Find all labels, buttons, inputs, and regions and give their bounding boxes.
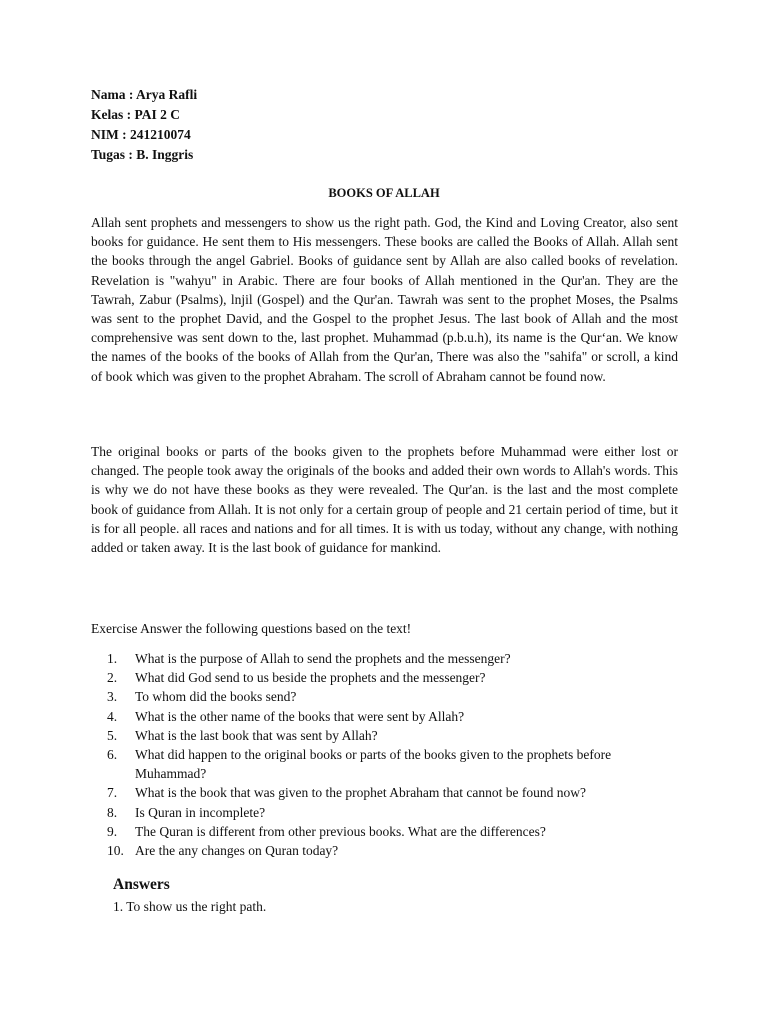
question-number: 10. [107, 843, 124, 859]
list-item [107, 841, 667, 860]
paragraph-2: The original books or parts of the books given to the prophets before Muhammad were either lost or changed. The people took away the originals of the books and added their own words to Allah's words. This is why we do not have these books as they were revealed. The Qur'an. is the last and the most complete book of guidance from Allah. It is not only for a certain group of people and 21 certain period of time, but it is for all people. all races and nations and for all times. It is with us today, without any change, with nothing added or taken away. It is the last book of guidance for mankind. [91, 444, 678, 556]
list-item [107, 707, 667, 726]
list-item [107, 822, 667, 841]
question-number: 7. [107, 785, 118, 801]
assignment-subject: Tugas : B. Inggris [91, 147, 194, 162]
question-text: What is the purpose of Allah to send the prophets and the messenger? [135, 651, 511, 666]
question-text: What did happen to the original books or parts of the books given to the prophets before Muhammad? [135, 747, 612, 782]
question-number: 6. [107, 747, 118, 763]
question-text: What is the last book that was sent by Allah? [135, 727, 378, 743]
student-nim: NIM : 241210074 [91, 127, 191, 142]
question-text: What is the other name of the books that were sent by Allah? [135, 708, 465, 724]
question-text: Are the any changes on Quran today? [135, 843, 339, 859]
document-title: BOOKS OF ALLAH [328, 186, 440, 200]
question-number: 5. [107, 727, 118, 743]
question-text: Is Quran in incomplete? [135, 804, 266, 820]
answer-1: 1. To show us the right path. [113, 899, 267, 914]
list-item [107, 649, 667, 668]
question-number: 1. [107, 651, 118, 666]
exercise-intro: Exercise Answer the following questions based on the text! [91, 621, 412, 636]
question-text: The Quran is different from other previous books. What are the differences? [135, 823, 546, 839]
question-text: What did God send to us beside the prophets and the messenger? [135, 670, 486, 686]
list-item [107, 687, 667, 706]
question-text: To whom did the books send? [135, 689, 297, 705]
answers-heading: Answers [113, 876, 170, 893]
question-list [107, 649, 667, 860]
student-info [91, 85, 691, 165]
list-item [107, 726, 667, 745]
list-item [107, 668, 667, 687]
question-number: 9. [107, 823, 118, 839]
paragraph-1: Allah sent prophets and messengers to show us the right path. God, the Kind and Loving Creator, also sent books for guidance. He sent them to His messengers. These books are called the Books of Allah. Allah sent the books through the angel Gabriel. Books of guidance sent by Allah are also called books of revelation. Revelation is "wahyu" in Arabic. There are four books of Allah mentioned in the Qur'an. They are the Tawrah, Zabur (Psalms), lnjil (Gospel) and the Qur'an. Tawrah was sent to the prophet Moses, the Psalms was sent to the prophet David, and the Gospel to the prophet Jesus. The last book of Allah and the most comprehensive was sent down to the, last prophet. Muhammad (p.b.u.h), its name is the Qur‘an. We know the names of the books of the books of Allah from the Qur'an, There was also the "sahifa" or scroll, a kind of book which was given to the prophet Abraham. The scroll of Abraham cannot be found now. [91, 215, 678, 384]
question-number: 2. [107, 670, 118, 686]
student-name: Nama : Arya Rafli [91, 87, 198, 102]
list-item [107, 745, 667, 783]
question-number: 3. [107, 689, 118, 705]
list-item [107, 803, 667, 822]
list-item [107, 783, 667, 802]
question-number: 8. [107, 804, 118, 820]
student-class: Kelas : PAI 2 C [91, 107, 180, 122]
question-text: What is the book that was given to the prophet Abraham that cannot be found now? [135, 785, 587, 801]
question-number: 4. [107, 708, 118, 724]
